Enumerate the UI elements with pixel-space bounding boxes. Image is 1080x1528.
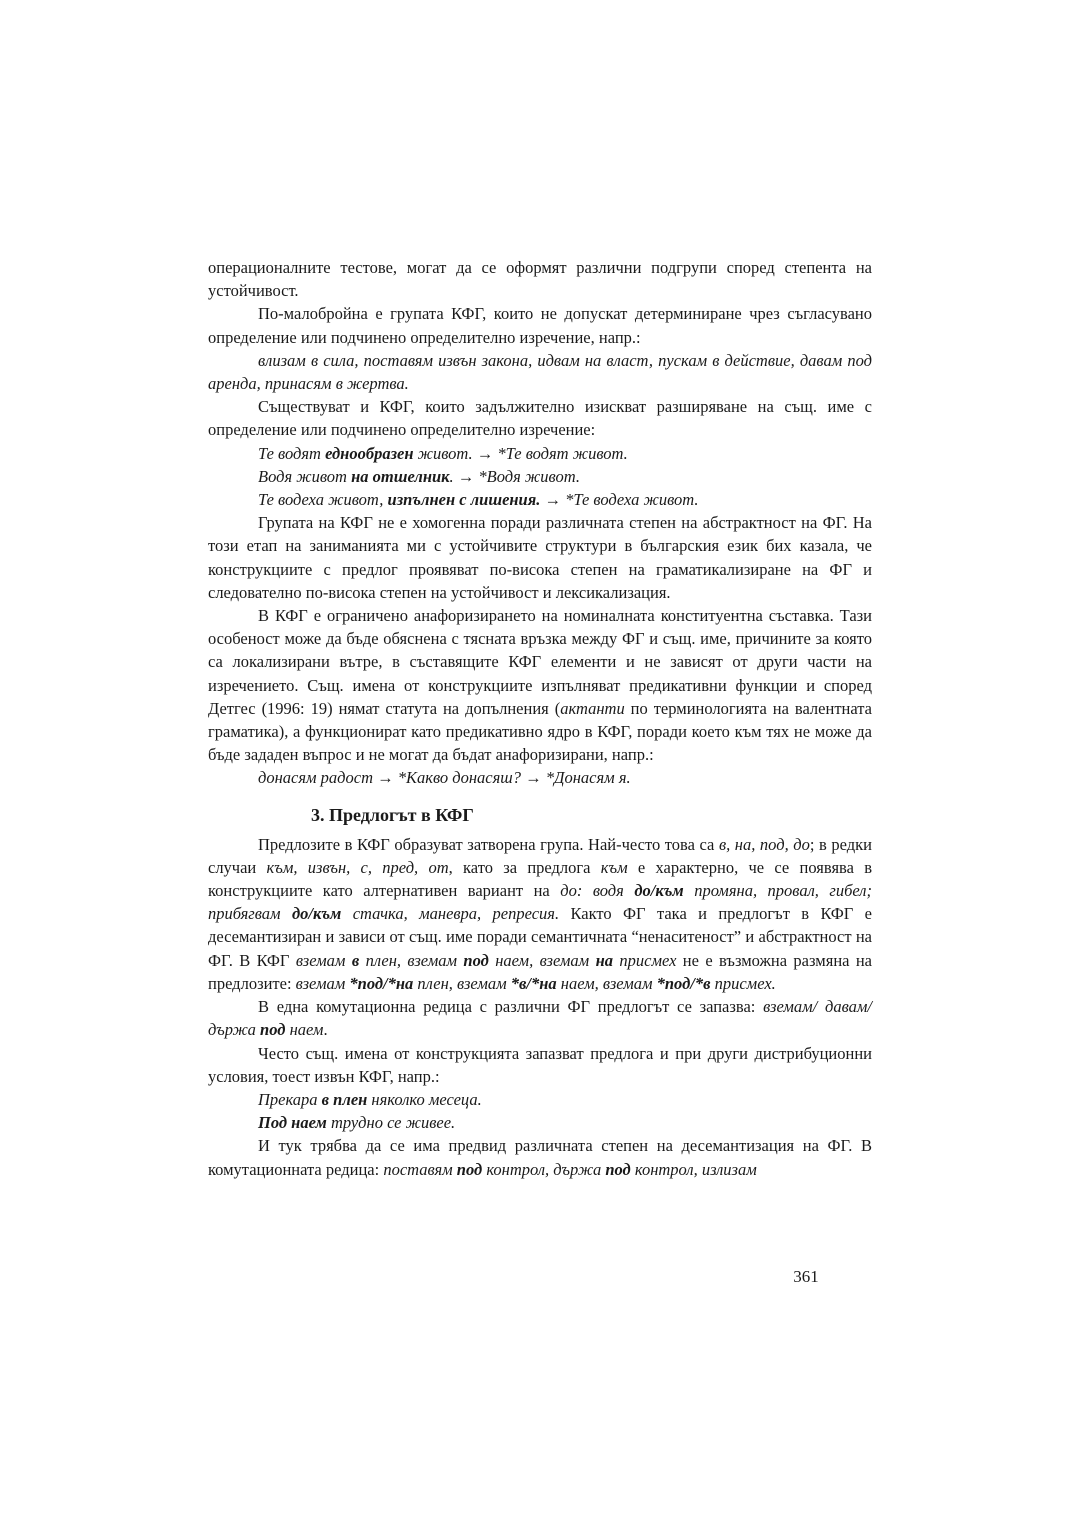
section-heading: 3. Предлогът в КФГ <box>311 804 474 825</box>
page-number: 361 <box>793 1267 819 1286</box>
example-2: Те водят еднообразен живот. → *Те водят живот. <box>258 443 628 463</box>
example-1: влизам в сила, поставям извън закона, идвам на власт, пускам в действие, давам под аренда, принасям в жертва. <box>208 350 872 394</box>
paragraph-2: По-малобройна е групата КФГ, които не допускат детерминиране чрез съгласувано определение или подчинено определително изречение, напр.: <box>208 304 872 347</box>
example-5: донасям радост → *Какво донасяш? → *Донасям я. <box>258 768 631 788</box>
example-3: Водя живот на отшелник. → *Водя живот. <box>258 466 580 486</box>
paragraph-9: И тук трябва да се има предвид различната степен на десемантизация на ФГ. В комутационната редица: поставям под контрол, държа под контрол, излизам <box>208 1136 872 1179</box>
paragraph-5: В КФГ е ограничено анафоризирането на номиналната конституентна съставка. Тази особеност може да бъде обяснена с тясната връзка между ФГ и същ. име, причините за която са локализирани вътре, в съставящите КФГ елементи и не зависят от други части на изречението. Същ. имена от конструкциите изпълняват предикативни функции и според Детгес (1996: 19) нямат статута на допълнения (актанти по терминологията на валентната граматика), а функционират като предикативно ядро в КФГ, поради което към тях не може да бъде зададен въпрос и не могат да бъдат анафоризирани, напр.: <box>208 606 872 765</box>
paragraph-4: Групата на КФГ не е хомогенна поради различната степен на абстрактност на ФГ. На този етап на заниманията ми с устойчивите структури в българския език бих казала, че конструкциите с предлог проявяват по-висока степен на граматикализиране на ФГ и следователно по-висока степен на устойчивост и лексикализация. <box>208 513 872 602</box>
paragraph-1: операционалните тестове, могат да се оформят различни подгрупи според степента на устойчивост. <box>208 258 872 301</box>
example-7: Под наем трудно се живее. <box>258 1113 456 1133</box>
body-text <box>208 256 872 1181</box>
paragraph-3: Съществуват и КФГ, които задължително изискват разширяване на същ. име с определение или подчинено определително изречение: <box>208 397 872 440</box>
example-4: Те водеха живот, изпълнен с лишения. → *Те водеха живот. <box>258 490 699 510</box>
paragraph-6: Предлозите в КФГ образуват затворена група. Най-често това са в, на, под, до; в редки случаи към, извън, с, пред, от, като за предлога към е характерно, че се появява в конструкциите като алтернативен вариант на до: водя до/към промяна, провал, гибел; прибягвам до/към стачка, маневра, репресия. Както ФГ така и предлогът в КФГ е десемантизиран и зависи от същ. име поради семантичната “ненаситеност” и абстрактност на ФГ. В КФГ вземам в плен, вземам под наем, вземам на присмех не е възможна размяна на предлозите: вземам *под/*на плен, вземам *в/*на наем, вземам *под/*в присмех. <box>208 834 873 993</box>
paragraph-8: Често същ. имена от конструкцията запазват предлога и при други дистрибуционни условия, тоест извън КФГ, напр.: <box>208 1043 872 1086</box>
paragraph-7: В една комутационна редица с различни ФГ предлогът се запазва: вземам/ давам/държа под наем. <box>208 997 872 1040</box>
example-6: Прекара в плен няколко месеца. <box>258 1089 482 1109</box>
